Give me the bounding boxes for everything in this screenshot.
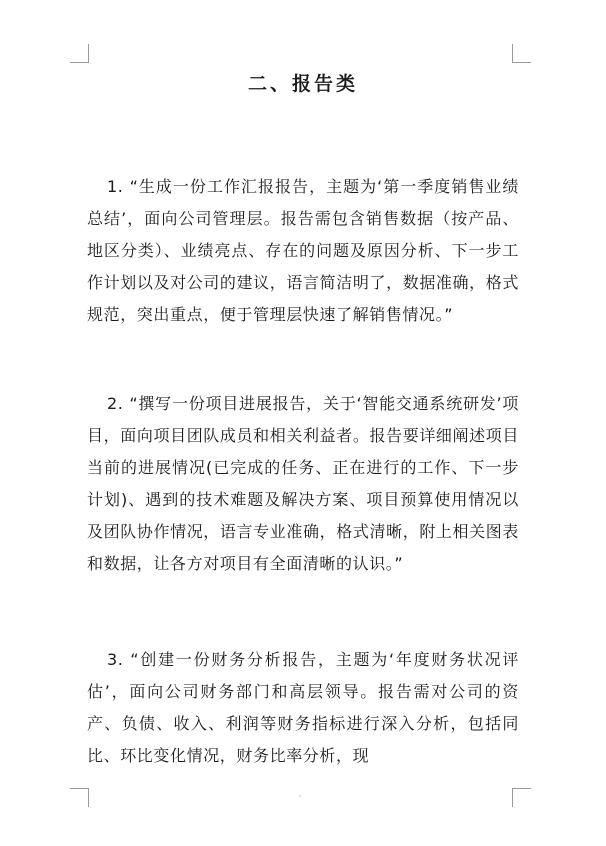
- section-title: 二、报告类: [247, 73, 358, 95]
- crop-mark-bottom-right: [512, 788, 531, 807]
- prompt-item-1-text: 1. “生成一份工作汇报报告，主题为‘第一季度销售业绩总结’，面向公司管理层。报告需包含销售数据（按产品、地区分类）、业绩亮点、存在的问题及原因分析、下一步工作计划以及对公司的建议，语言简洁明了，数据准确，格式规范，突出重点，便于管理层快速了解销售情况。”: [87, 177, 519, 324]
- prompt-item-3-text: 3. “创建一份财务分析报告，主题为‘年度财务状况评估’，面向公司财务部门和高层领导。报告需对公司的资产、负债、收入、利润等财务指标进行深入分析，包括同比、环比变化情况，财务比率分析，现: [87, 650, 519, 765]
- prompt-item-3: [87, 644, 519, 772]
- prompt-item-2: [87, 388, 519, 580]
- crop-mark-bottom-left: [70, 788, 89, 807]
- crop-mark-top-right: [512, 44, 531, 63]
- footer-mark: 。: [299, 790, 306, 798]
- prompt-item-1: [87, 171, 519, 331]
- crop-mark-top-left: [70, 44, 89, 63]
- prompt-item-2-text: 2. “撰写一份项目进展报告，关于‘智能交通系统研发’项目，面向项目团队成员和相关利益者。报告要详细阐述项目当前的进展情况(已完成的任务、正在进行的工作、下一步计划)、遇到的技术难题及解决方案、项目预算使用情况以及团队协作情况，语言专业准确，格式清晰，附上相关图表和数据，让各方对项目有全面清晰的认识。”: [87, 394, 519, 573]
